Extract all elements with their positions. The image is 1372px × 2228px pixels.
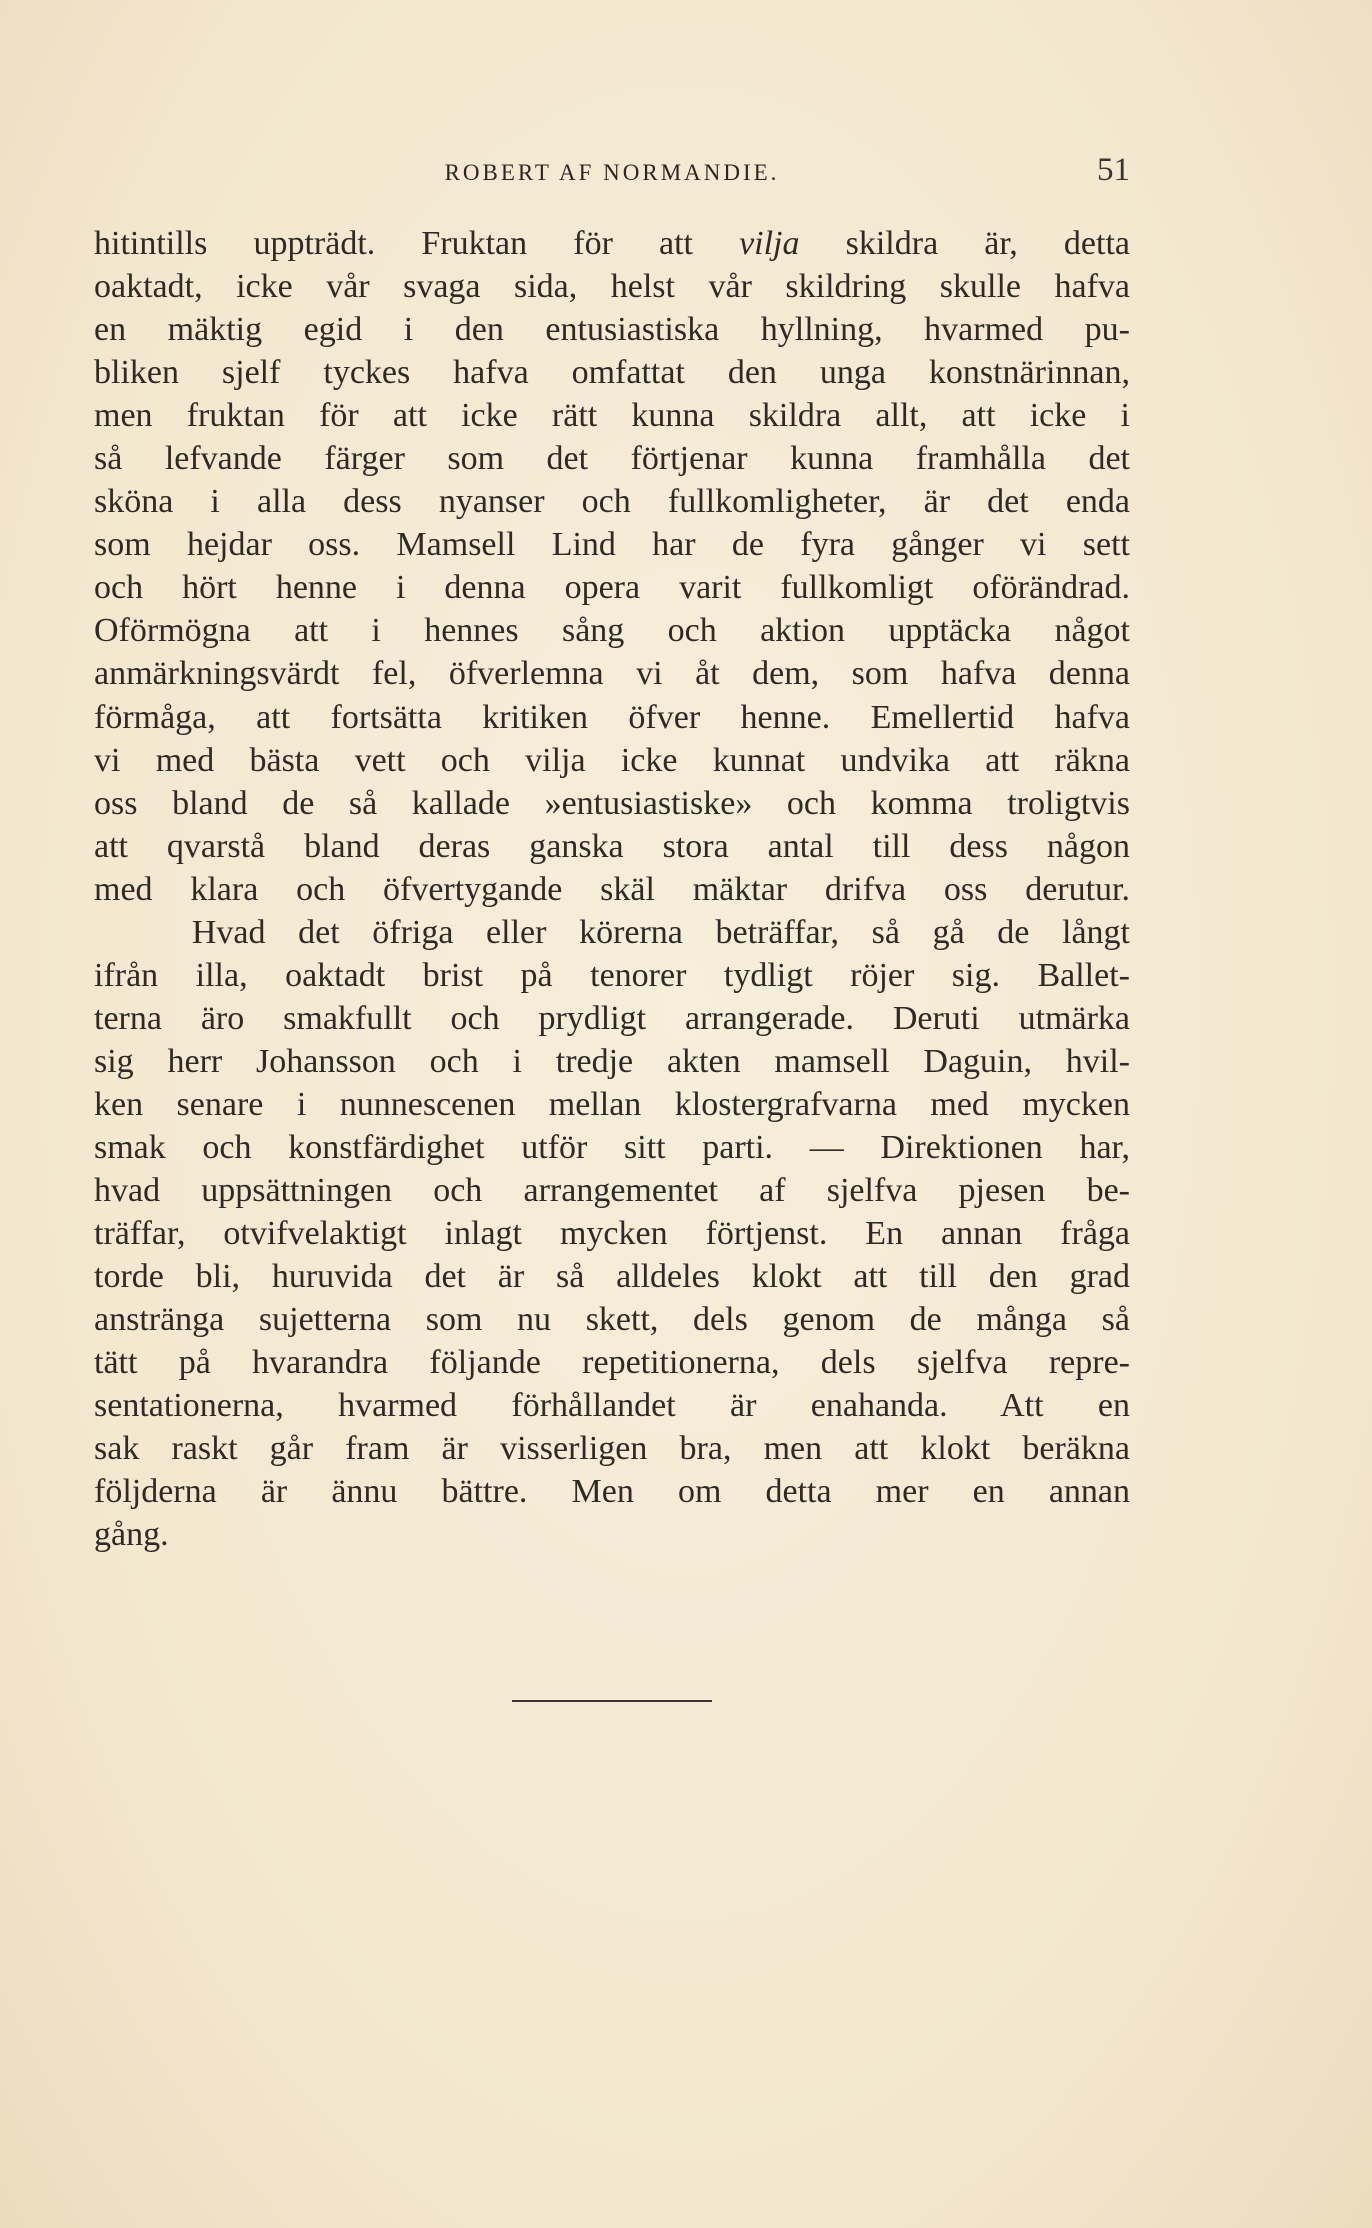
text-line: smak och konstfärdighet utför sitt parti. — Direktionen har, [94, 1128, 1130, 1166]
text-line: ken senare i nunnescenen mellan klostergrafvarna med mycken [94, 1085, 1130, 1123]
text-line: förmåga, att fortsätta kritiken öfver henne. Emellertid hafva [94, 698, 1130, 736]
text-line: anmärkningsvärdt fel, öfverlemna vi åt dem, som hafva denna [94, 655, 1130, 693]
text-line: att qvarstå bland deras ganska stora antal till dess någon [94, 827, 1130, 865]
running-head [94, 152, 1130, 192]
text-line: oss bland de så kallade »entusiastiske» och komma troligtvis [94, 784, 1130, 822]
text-line: följderna är ännu bättre. Men om detta mer en annan [94, 1473, 1130, 1511]
text-line: terna äro smakfullt och prydligt arrangerade. Deruti utmärka [94, 999, 1130, 1037]
text-line: en mäktig egid i den entusiastiska hyllning, hvarmed pu- [94, 311, 1130, 349]
running-title: ROBERT AF NORMANDIE. [444, 160, 780, 185]
text-line: hvad uppsättningen och arrangementet af sjelfva pjesen be- [94, 1172, 1130, 1210]
text-line: träffar, otvifvelaktigt inlagt mycken förtjenst. En annan fråga [94, 1215, 1130, 1253]
section-divider-rule [512, 1700, 712, 1702]
text-line: som hejdar oss. Mamsell Lind har de fyra gånger vi sett [94, 526, 1130, 564]
text-line: torde bli, huruvida det är så alldeles klokt att till den grad [94, 1258, 1130, 1296]
text-line: Oförmögna att i hennes sång och aktion upptäcka något [94, 612, 1130, 650]
text-line: med klara och öfvertygande skäl mäktar drifva oss derutur. [94, 870, 1130, 908]
text-line: bliken sjelf tyckes hafva omfattat den unga konstnärinnan, [94, 354, 1130, 392]
text-line: vi med bästa vett och vilja icke kunnat undvika att räkna [94, 741, 1130, 779]
text-line: sig herr Johansson och i tredje akten mamsell Daguin, hvil- [94, 1042, 1130, 1080]
text-run: skildra är, detta [799, 225, 1130, 262]
text-line: sentationerna, hvarmed förhållandet är enahanda. Att en [94, 1387, 1130, 1425]
text-line: sak raskt går fram är visserligen bra, men att klokt beräkna [94, 1430, 1130, 1468]
text-line: sköna i alla dess nyanser och fullkomligheter, är det enda [94, 483, 1130, 521]
body-text [94, 222, 1130, 1556]
text-run: hitintills uppträdt. Fruktan för att [94, 225, 740, 262]
text-line: och hört henne i denna opera varit fullkomligt oförändrad. [94, 569, 1130, 607]
text-line: men fruktan för att icke rätt kunna skildra allt, att icke i [94, 397, 1130, 435]
text-line: så lefvande färger som det förtjenar kunna framhålla det [94, 440, 1130, 478]
text-line: tätt på hvarandra följande repetitionerna, dels sjelfva repre- [94, 1344, 1130, 1382]
text-line [94, 222, 1130, 265]
page-number: 51 [1097, 152, 1130, 188]
text-line: Hvad det öfriga eller körerna beträffar, så gå de långt [94, 913, 1130, 951]
emphasized-word: vilja [739, 225, 800, 262]
text-line: anstränga sujetterna som nu skett, dels genom de många så [94, 1301, 1130, 1339]
text-line: gång. [94, 1516, 169, 1554]
text-line: ifrån illa, oaktadt brist på tenorer tydligt röjer sig. Ballet- [94, 956, 1130, 994]
text-line: oaktadt, icke vår svaga sida, helst vår skildring skulle hafva [94, 268, 1130, 306]
